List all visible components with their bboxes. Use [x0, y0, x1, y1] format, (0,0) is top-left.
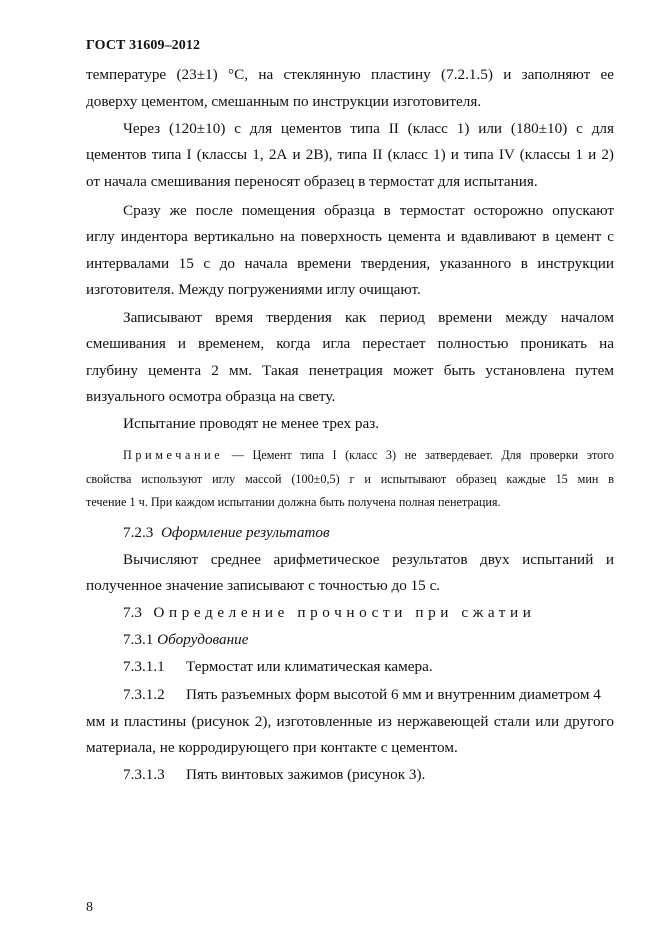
section-number: 7.2.3 — [123, 524, 154, 541]
paragraph-line: визуального осмотра образца на свету. — [86, 388, 336, 405]
item-number: 7.3.1.3 — [123, 766, 165, 783]
section-heading — [123, 524, 614, 542]
note-line: свойства используют иглу массой (100±0,5) г и испытывают образец каждые 15 мин в — [86, 472, 614, 486]
paragraph-line: доверху цементом, смешанным по инструкции изготовителя. — [86, 93, 482, 110]
section-heading — [123, 604, 614, 622]
list-item — [123, 658, 614, 676]
paragraph-line: смешивания и временем, когда игла перестает полностью проникать на — [86, 335, 614, 352]
note-label: Примечание — [123, 448, 224, 462]
paragraph-line: Испытание проводят не менее трех раз. — [123, 415, 379, 432]
section-number: 7.3 — [123, 604, 142, 621]
paragraph-line: интервалами 15 с до начала времени твердения, указанного в инструкции — [86, 255, 614, 272]
note-line — [123, 446, 614, 464]
document-header: ГОСТ 31609–2012 — [86, 38, 201, 53]
paragraph-line: мм и пластины (рисунок 2), изготовленные из нержавеющей стали или другого — [86, 713, 614, 730]
section-title: Определение прочности при сжатии — [153, 604, 536, 621]
paragraph-line: Сразу же после помещения образца в термостат осторожно опускают — [123, 202, 614, 219]
paragraph-line: Вычисляют среднее арифметическое результатов двух испытаний и — [123, 551, 614, 568]
paragraph-line: материала, не корродирующего при контакте с цементом. — [86, 739, 458, 756]
item-text: Термостат или климатическая камера. — [186, 658, 433, 675]
item-text: Пять винтовых зажимов (рисунок 3). — [186, 766, 426, 783]
note-line: течение 1 ч. При каждом испытании должна быть получена полная пенетрация. — [86, 495, 501, 509]
note-text: — Цемент типа I (класс 3) не затвердевает. Для проверки этого — [231, 448, 615, 462]
item-text: Пять разъемных форм высотой 6 мм и внутренним диаметром 4 — [186, 686, 601, 703]
item-number: 7.3.1.1 — [123, 658, 165, 675]
paragraph-line: иглу индентора вертикально на поверхность цемента и вдавливают в цемент с — [86, 228, 614, 245]
paragraph-line: от начала смешивания переносят образец в термостат для испытания. — [86, 173, 538, 190]
list-item — [123, 766, 614, 784]
section-title: Оборудование — [157, 631, 249, 648]
paragraph-line: полученное значение записывают с точностью до 15 с. — [86, 577, 441, 594]
paragraph-line: Записывают время твердения как период времени между началом — [123, 309, 614, 326]
section-heading — [123, 631, 614, 649]
page-number: 8 — [86, 900, 93, 915]
paragraph-line: цементов типа I (классы 1, 2А и 2В), типа II (класс 1) и типа IV (классы 1 и 2) — [86, 146, 614, 163]
paragraph-line: температуре (23±1) °С, на стеклянную пластину (7.2.1.5) и заполняют ее — [86, 66, 614, 83]
list-item — [123, 686, 614, 704]
paragraph-line: Через (120±10) с для цементов типа II (класс 1) или (180±10) с для — [123, 120, 614, 137]
item-number: 7.3.1.2 — [123, 686, 165, 703]
section-number: 7.3.1 — [123, 631, 154, 648]
paragraph-line: изготовителя. Между погружениями иглу очищают. — [86, 281, 421, 298]
paragraph-line: глубину цемента 2 мм. Такая пенетрация может быть установлена путем — [86, 362, 614, 379]
section-title: Оформление результатов — [160, 524, 330, 541]
